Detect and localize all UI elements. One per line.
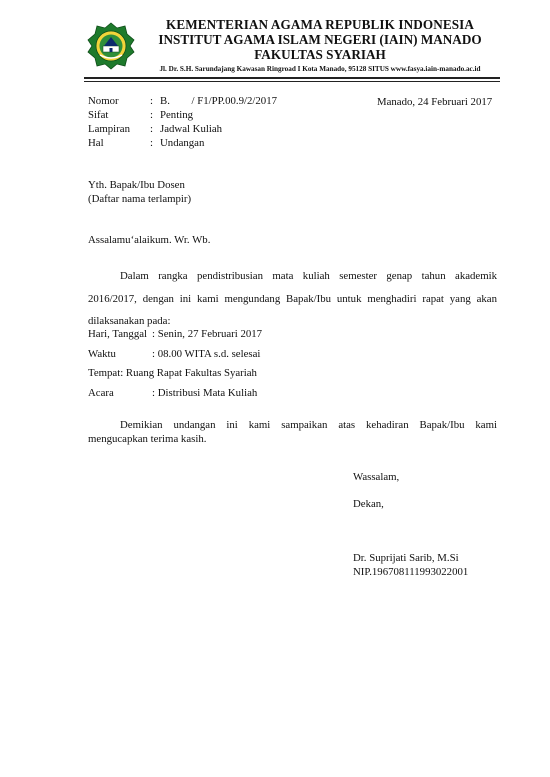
- tempat-line: Tempat: Ruang Rapat Fakultas Syariah: [88, 367, 257, 379]
- acara-label: Acara: [88, 387, 114, 399]
- signatory-nip: NIP.196708111993022001: [353, 566, 469, 578]
- body-line: dilaksanakan pada:: [88, 315, 171, 327]
- closing-line: Demikian undangan ini kami sampaikan atas kehadiran Bapak/Ibu kami: [120, 419, 497, 431]
- recipient-line2: (Daftar nama terlampir): [88, 193, 192, 205]
- lampiran-label: Lampiran: [88, 123, 130, 135]
- lampiran-value: Jadwal Kuliah: [160, 123, 223, 135]
- body-line: 2016/2017, dengan ini kami mengundang Bapak/Ibu untuk menghadiri rapat yang akan: [88, 292, 497, 305]
- letterhead-ministry: KEMENTERIAN AGAMA REPUBLIK INDONESIA: [165, 17, 475, 32]
- place-date: Manado, 24 Februari 2017: [377, 96, 493, 108]
- body-paragraph: [88, 269, 497, 337]
- nomor-label: Nomor: [88, 95, 119, 107]
- letterhead-divider-thick: [84, 77, 500, 79]
- letterhead-address: Jl. Dr. S.H. Sarundajang Kawasan Ringroad I Kota Manado, 95128 SITUS www.fasya.iain-manado.ac.id: [159, 65, 481, 73]
- hari-tanggal-label: Hari, Tanggal: [88, 328, 148, 340]
- signatory-title: Dekan,: [353, 498, 384, 510]
- letterhead-divider-thin: [84, 81, 500, 82]
- closing-line: mengucapkan terima kasih.: [88, 433, 207, 445]
- hari-tanggal-value: : Senin, 27 Februari 2017: [152, 328, 263, 340]
- hal-colon: :: [150, 137, 153, 149]
- sifat-value: Penting: [160, 109, 193, 121]
- recipient-line1: Yth. Bapak/Ibu Dosen: [88, 179, 185, 191]
- acara-value: : Distribusi Mata Kuliah: [152, 387, 258, 399]
- letterhead-institute: INSTITUT AGAMA ISLAM NEGERI (IAIN) MANADO: [158, 32, 482, 47]
- nomor-colon: :: [150, 95, 153, 107]
- closing-salutation: Wassalam,: [353, 471, 400, 483]
- hal-label: Hal: [88, 137, 104, 149]
- sifat-colon: :: [150, 109, 153, 121]
- iain-manado-logo-icon: [87, 22, 135, 70]
- signatory-name: Dr. Suprijati Sarib, M.Si: [353, 552, 459, 564]
- waktu-value: : 08.00 WITA s.d. selesai: [152, 348, 261, 360]
- lampiran-colon: :: [150, 123, 153, 135]
- letterhead-faculty: FAKULTAS SYARIAH: [254, 47, 386, 62]
- sifat-label: Sifat: [88, 109, 109, 121]
- opening-greeting: Assalamu‘alaikum. Wr. Wb.: [88, 234, 211, 246]
- hal-value: Undangan: [160, 137, 205, 149]
- nomor-value: B. / F1/PP.00.9/2/2017: [160, 95, 277, 107]
- closing-paragraph: [88, 418, 497, 446]
- body-line: Dalam rangka pendistribusian mata kuliah semester genap tahun akademik: [120, 270, 497, 282]
- letterhead: [140, 17, 500, 74]
- waktu-label: Waktu: [88, 348, 116, 360]
